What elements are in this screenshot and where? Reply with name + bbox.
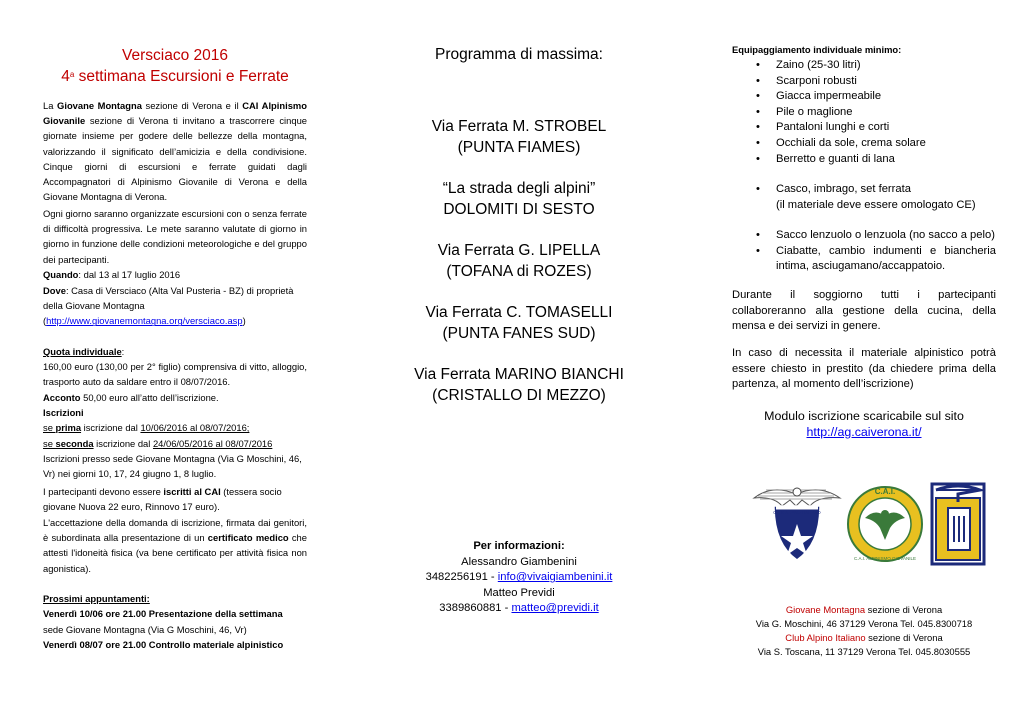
accettazione-text: L'accettazione della domanda di iscrizione, firmata dai genitori, è subordinata alla presentazione di un certificato medico che attesti l'idoneità fisica (va bene certificato per attività fisica non agonistica). <box>43 517 307 574</box>
quando-line: Quando: dal 13 al 17 luglio 2016 <box>43 269 181 280</box>
route-5-peak: (CRISTALLO DI MEZZO) <box>432 386 606 404</box>
list-item: • Occhiali da sole, crema solare <box>732 136 996 152</box>
route-2-name: “La strada degli alpini” <box>442 180 596 197</box>
route-1-peak: (PUNTA FIAMES) <box>457 138 581 156</box>
logos-row <box>752 480 1002 570</box>
appointment-1-title: Venerdì 10/06 ore 21.00 Presentazione della settimana <box>43 608 283 619</box>
equipment-title: Equipaggiamento individuale minimo: <box>732 44 902 55</box>
info-title: Per informazioni: <box>473 540 565 552</box>
necessita-paragraph: In caso di necessita il materiale alpinistico potrà essere chiesto in prestito (da chiedere prima della partenza, al momento dell’iscrizione) <box>732 347 996 391</box>
program-heading: Programma di massima: <box>435 46 603 63</box>
list-item: • Casco, imbrago, set ferrata (il materiale deve essere omologato CE) <box>732 182 996 213</box>
quota-label: Quota individuale: <box>43 346 125 357</box>
prossimi-label: Prossimi appuntamenti: <box>43 593 150 604</box>
route-3 <box>392 241 646 282</box>
partecipanti-text: I partecipanti devono essere iscritti al CAI (tessera socio giovane Nuova 22 euro, Rinnovo 17 euro). <box>43 486 282 513</box>
logos-graphic <box>752 480 1002 570</box>
list-item: • Zaino (25-30 litri) <box>732 58 996 74</box>
route-5 <box>392 365 646 406</box>
list-item: • Giacca impermeabile <box>732 89 996 105</box>
svg-text:CLUB ALPINO ITALIANO: CLUB ALPINO ITALIANO <box>773 510 821 515</box>
route-1-name: Via Ferrata M. STROBEL <box>431 118 607 135</box>
appointment-1-place: sede Giovane Montagna (Via G Moschini, 46, Vr) <box>43 624 247 635</box>
list-item: • Ciabatte, cambio indumenti e biancheria intima, asciugamano/accappatoio. <box>732 244 996 275</box>
org-2-name: Club Alpino Italiano sezione di Verona <box>785 632 943 643</box>
contact-2-email-link[interactable]: matteo@previdi.it <box>511 602 599 615</box>
route-4-name: Via Ferrata C. TOMASELLI <box>425 304 613 321</box>
route-3-peak: (TOFANA di ROZES) <box>446 262 592 280</box>
list-item: • Pile o maglione <box>732 105 996 121</box>
org-2-address: Via S. Toscana, 11 37129 Verona Tel. 045.8030555 <box>757 646 971 657</box>
iscrizioni-text: Iscrizioni presso sede Giovane Montagna (Via G Moschini, 46, Vr) nei giorni 10, 17, 24 giugno 1, 8 luglio. <box>43 453 302 480</box>
org-1-name: Giovane Montagna sezione di Verona <box>785 604 943 615</box>
contact-1-line: 3482256191 - info@vivaigiambenini.it <box>425 571 613 584</box>
list-item: • Sacco lenzuolo o lenzuola (no sacco a pelo) <box>732 228 996 244</box>
list-item: • Scarponi robusti <box>732 74 996 90</box>
route-3-name: Via Ferrata G. LIPELLA <box>437 242 601 259</box>
info-block <box>392 539 646 617</box>
brochure-title: Versciaco 2016 <box>122 47 228 64</box>
contact-1-email-link[interactable]: info@vivaigiambenini.it <box>497 571 613 584</box>
cai-eagle-logo <box>754 488 840 560</box>
program-paragraph: Ogni giorno saranno organizzate escursioni con o senza ferrate di difficoltà progressiva. Le mete saranno valutate di giorno in giorno in funzione delle condizioni meteorologiche e del gruppo dei partecipanti. <box>43 208 307 265</box>
modulo-block <box>732 408 996 440</box>
list-item: • Pantaloni lunghi e corti <box>732 120 996 136</box>
intro-paragraph: La Giovane Montagna sezione di Verona e il CAI Alpinismo Giovanile sezione di Verona ti invitano a trascorrere cinque giornate insieme per godere delle bellezze della montagna, valorizzando il significato dell’amicizia e della condivisione. Cinque giorni di escursioni e ferrate guidati dagli Accompagnatori di Alpinismo Giovanile di Verona e della Giovane Montagna di Verona. <box>43 100 307 203</box>
quota-text: 160,00 euro (130,00 per 2° figlio) comprensiva di vitto, alloggio, trasporto auto da saldare entro il 08/07/2016. <box>43 361 307 388</box>
svg-text:C.A.I. ALPINISMO GIOVANILE: C.A.I. ALPINISMO GIOVANILE <box>854 556 916 561</box>
durante-paragraph: Durante il soggiorno tutti i partecipanti collaboreranno alla gestione della cucina, della mensa e dei servizi in genere. <box>732 289 996 333</box>
brochure-subtitle: 4$^a$ settimana Escursioni e Ferrate <box>61 68 289 85</box>
contact-1-name: Alessandro Giambenini <box>461 555 577 568</box>
route-2 <box>392 179 646 220</box>
route-4-peak: (PUNTA FANES SUD) <box>442 324 596 342</box>
modulo-text: Modulo iscrizione scaricabile sul sito <box>764 409 964 423</box>
equipment-list-ferrata <box>732 182 996 213</box>
seconda-iscrizione-line: se seconda iscrizione dal 24/06/05/2016 al 08/07/2016 <box>43 438 273 449</box>
svg-text:C.A.I.: C.A.I. <box>874 487 896 496</box>
contact-2-name: Matteo Previdi <box>483 586 555 599</box>
iscrizioni-label: Iscrizioni <box>43 407 84 418</box>
list-item: • Berretto e guanti di lana <box>732 152 996 168</box>
acconto-line: Acconto 50,00 euro all’atto dell’iscrizione. <box>43 392 219 403</box>
addresses-block <box>732 603 996 659</box>
org-1-address: Via G. Moschini, 46 37129 Verona Tel. 045.8300718 <box>755 618 973 629</box>
route-4 <box>392 303 646 344</box>
equipment-list <box>732 58 996 167</box>
route-5-name: Via Ferrata MARINO BIANCHI <box>414 366 624 383</box>
alpinismo-giovanile-logo <box>848 487 922 561</box>
prima-iscrizione-line: se prima iscrizione dal 10/06/2016 al 08/07/2016; <box>43 422 250 433</box>
appointment-2-title: Venerdì 08/07 ore 21.00 Controllo materiale alpinistico <box>43 639 284 650</box>
route-1 <box>392 117 646 158</box>
giovane-montagna-logo <box>932 484 984 564</box>
modulo-link[interactable]: http://ag.caiverona.it/ <box>806 425 922 439</box>
dove-line: Dove: Casa di Versciaco (Alta Val Pusteria - BZ) di proprietà della Giovane Montagna (http://www.giovanemontagna.org/versciaco.asp) <box>43 285 294 327</box>
contact-2-line: 3389860881 - matteo@previdi.it <box>439 602 599 615</box>
equipment-list-sleep <box>732 228 996 275</box>
route-2-peak: DOLOMITI DI SESTO <box>443 200 595 218</box>
versciaco-link[interactable]: http://www.giovanemontagna.org/versciaco.asp <box>46 315 243 327</box>
